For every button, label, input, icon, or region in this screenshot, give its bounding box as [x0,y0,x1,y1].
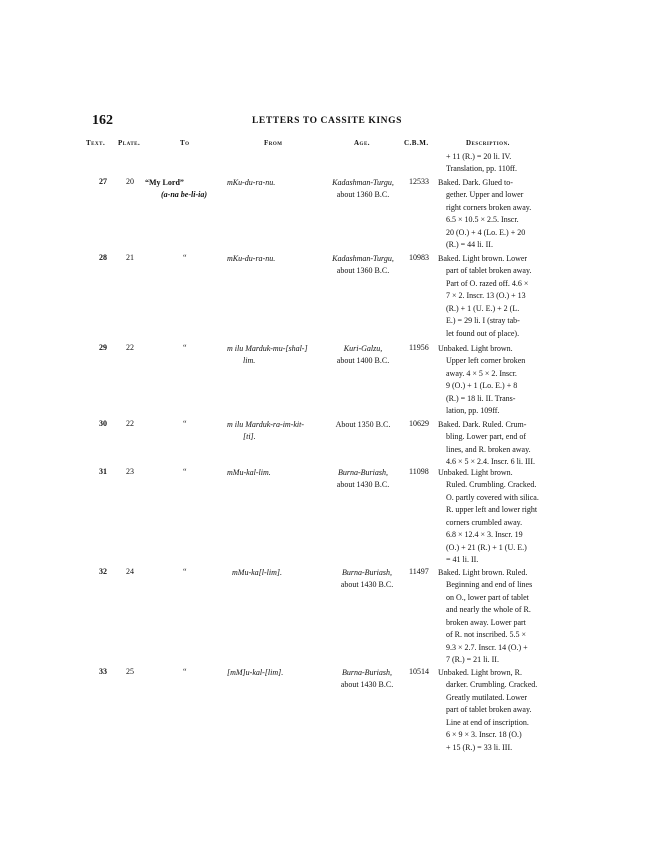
description-line: part of tablet broken away. [446,266,532,276]
cbm-number: 10983 [409,253,429,262]
text-number: 27 [99,177,107,186]
sender-line: mMu-kal-lim. [227,468,271,477]
description-line: 9 (O.) + 1 (Lo. E.) + 8 [446,381,518,391]
addressee [183,419,187,429]
description-line: Baked. Dark. Ruled. Crum- [438,420,527,429]
column-header-description: Description. [466,139,510,147]
text-number: 30 [99,419,107,428]
description-line: 6 × 9 × 3. Inscr. 18 (O.) [446,730,522,740]
addressee-line: “ [183,567,187,576]
plate-number: 24 [126,567,134,576]
sender-line: mKu-du-ra-nu. [227,254,276,263]
age-date: about 1360 B.C. [336,266,390,276]
page-number: 162 [92,113,113,128]
addressee [145,177,225,202]
column-header-age: Age. [354,139,371,147]
sender [227,253,319,265]
column-header-cbm: C.B.M. [404,139,429,147]
addressee [183,467,187,477]
addressee-line: “My Lord” [145,178,184,187]
description-carryover [438,151,560,176]
plate-number: 23 [126,467,134,476]
text-number: 32 [99,567,107,576]
description-line: Line at end of inscription. [446,717,529,727]
column-header-from: From [264,139,283,147]
description-line: Unbaked. Light brown, R. [438,668,522,677]
plate-number: 22 [126,343,134,352]
description-line: 6.5 × 10.5 × 2.5. Inscr. [446,215,519,225]
description-line: darker. Crumbling. Cracked. [446,680,538,690]
sender-line: lim. [243,356,256,366]
description-line: Upper left corner broken [446,356,526,366]
text-number: 29 [99,343,107,352]
text-number: 33 [99,667,107,676]
age [319,253,407,278]
addressee [183,567,187,577]
cbm-number: 11098 [409,467,429,476]
description-line: 20 (O.) + 4 (Lo. E.) + 20 [446,227,526,237]
description-line: Baked. Dark. Glued to- [438,178,513,187]
description-line: Beginning and end of lines [446,580,533,590]
addressee-line: “ [183,419,187,428]
sender [227,667,319,679]
age-ruler: Kadashman-Turgu, [332,254,394,263]
description [438,343,560,418]
description-line: R. upper left and lower right [446,505,538,515]
sender [227,177,319,189]
age-date: about 1360 B.C. [336,190,390,200]
description [438,419,560,469]
age-ruler: Burna-Buriash, [342,568,392,577]
description-line: Unbaked. Light brown. [438,344,513,353]
age [319,343,407,368]
sender [227,467,319,479]
description [438,567,560,667]
description-line: gether. Upper and lower [446,190,524,200]
age [319,419,407,431]
sender-line: [mM]u-kal-[lim]. [227,668,284,677]
cbm-number: 10514 [409,667,429,676]
carryover-line: + 11 (R.) = 20 li. IV. [446,152,512,161]
description-line: Baked. Light brown. Ruled. [438,568,528,577]
description [438,253,560,340]
description-line: (R.) = 44 li. II. [446,240,493,250]
description-line: Ruled. Crumbling. Cracked. [446,480,537,490]
age-ruler: Kadashman-Turgu, [332,178,394,187]
column-header-text: Text. [86,139,106,147]
description-line: away. 4 × 5 × 2. Inscr. [446,368,517,378]
age [323,667,411,692]
description [438,177,560,252]
addressee-line: (a-na be-li-ia) [161,190,207,200]
age-ruler: Burna-Buriash, [338,468,388,477]
cbm-number: 12533 [409,177,429,186]
sender-line: mMu-ka[l-lim]. [232,568,282,577]
description-line: 7 × 2. Inscr. 13 (O.) + 13 [446,291,526,301]
description-line: Unbaked. Light brown. [438,468,513,477]
description-line: = 41 li. II. [446,555,479,565]
running-head: LETTERS TO CASSITE KINGS [252,116,403,126]
addressee-line: “ [183,467,187,476]
description [438,667,560,754]
addressee [183,343,187,353]
description-line: on O., lower part of tablet [446,592,529,602]
addressee-line: “ [183,343,187,352]
addressee-line: “ [183,667,187,676]
sender-line: m ilu Marduk-mu-[shal-] [227,344,308,353]
description-line: let found out of place). [446,328,520,338]
description-line: (R.) + 1 (U. E.) + 2 (L. [446,303,520,313]
age-ruler: Kuri-Galzu, [343,344,383,353]
description-line: 4.6 × 5 × 2.4. Inscr. 6 li. III. [446,457,536,467]
description-line: of R. not inscribed. 5.5 × [446,630,527,640]
description-line: broken away. Lower part [446,617,526,627]
age-date: about 1430 B.C. [340,680,394,690]
age-ruler: Burna-Buriash, [342,668,392,677]
plate-number: 21 [126,253,134,262]
description-line: Part of O. razed off. 4.6 × [446,278,529,288]
description-line: (R.) = 18 li. II. Trans- [446,393,516,403]
sender [232,567,324,579]
carryover-line: Translation, pp. 110ff. [446,164,518,174]
age [319,467,407,492]
age-date: about 1430 B.C. [340,580,394,590]
cbm-number: 11956 [409,343,429,352]
age [319,177,407,202]
description-line: lation, pp. 109ff. [446,406,500,416]
description-line: part of tablet broken away. [446,705,532,715]
plate-number: 22 [126,419,134,428]
column-header-plate: Plate. [118,139,141,147]
description-line: and nearly the whole of R. [446,605,531,615]
age-date: about 1400 B.C. [336,356,390,366]
description-line: (O.) + 21 (R.) + 1 (U. E.) [446,542,527,552]
description-line: bling. Lower part, end of [446,432,526,442]
text-number: 28 [99,253,107,262]
sender [227,419,319,444]
text-number: 31 [99,467,107,476]
description-line: lines, and R. broken away. [446,444,531,454]
cbm-number: 10629 [409,419,429,428]
description-line: corners crumbled away. [446,517,523,527]
age-date: About 1350 B.C. [335,420,391,429]
addressee-line: “ [183,253,187,262]
description-line: O. partly covered with silica. [446,492,539,502]
sender-line: [ti]. [243,432,256,442]
description-line: E.) = 29 li. I (stray tab- [446,316,520,326]
sender [227,343,319,368]
addressee [183,253,187,263]
age [323,567,411,592]
age-date: about 1430 B.C. [336,480,390,490]
description [438,467,560,567]
addressee [183,667,187,677]
sender-line: mKu-du-ra-nu. [227,178,276,187]
description-line: Baked. Light brown. Lower [438,254,528,263]
plate-number: 20 [126,177,134,186]
description-line: 9.3 × 2.7. Inscr. 14 (O.) + [446,642,528,652]
description-line: + 15 (R.) = 33 li. III. [446,742,513,752]
sender-line: m ilu Marduk-ra-im-kit- [227,420,305,429]
description-line: 6.8 × 12.4 × 3. Inscr. 19 [446,530,523,540]
description-line: Greatly mutilated. Lower [446,692,528,702]
description-line: right corners broken away. [446,202,532,212]
column-header-to: To [180,139,190,147]
description-line: 7 (R.) = 21 li. II. [446,655,499,665]
cbm-number: 11497 [409,567,429,576]
plate-number: 25 [126,667,134,676]
